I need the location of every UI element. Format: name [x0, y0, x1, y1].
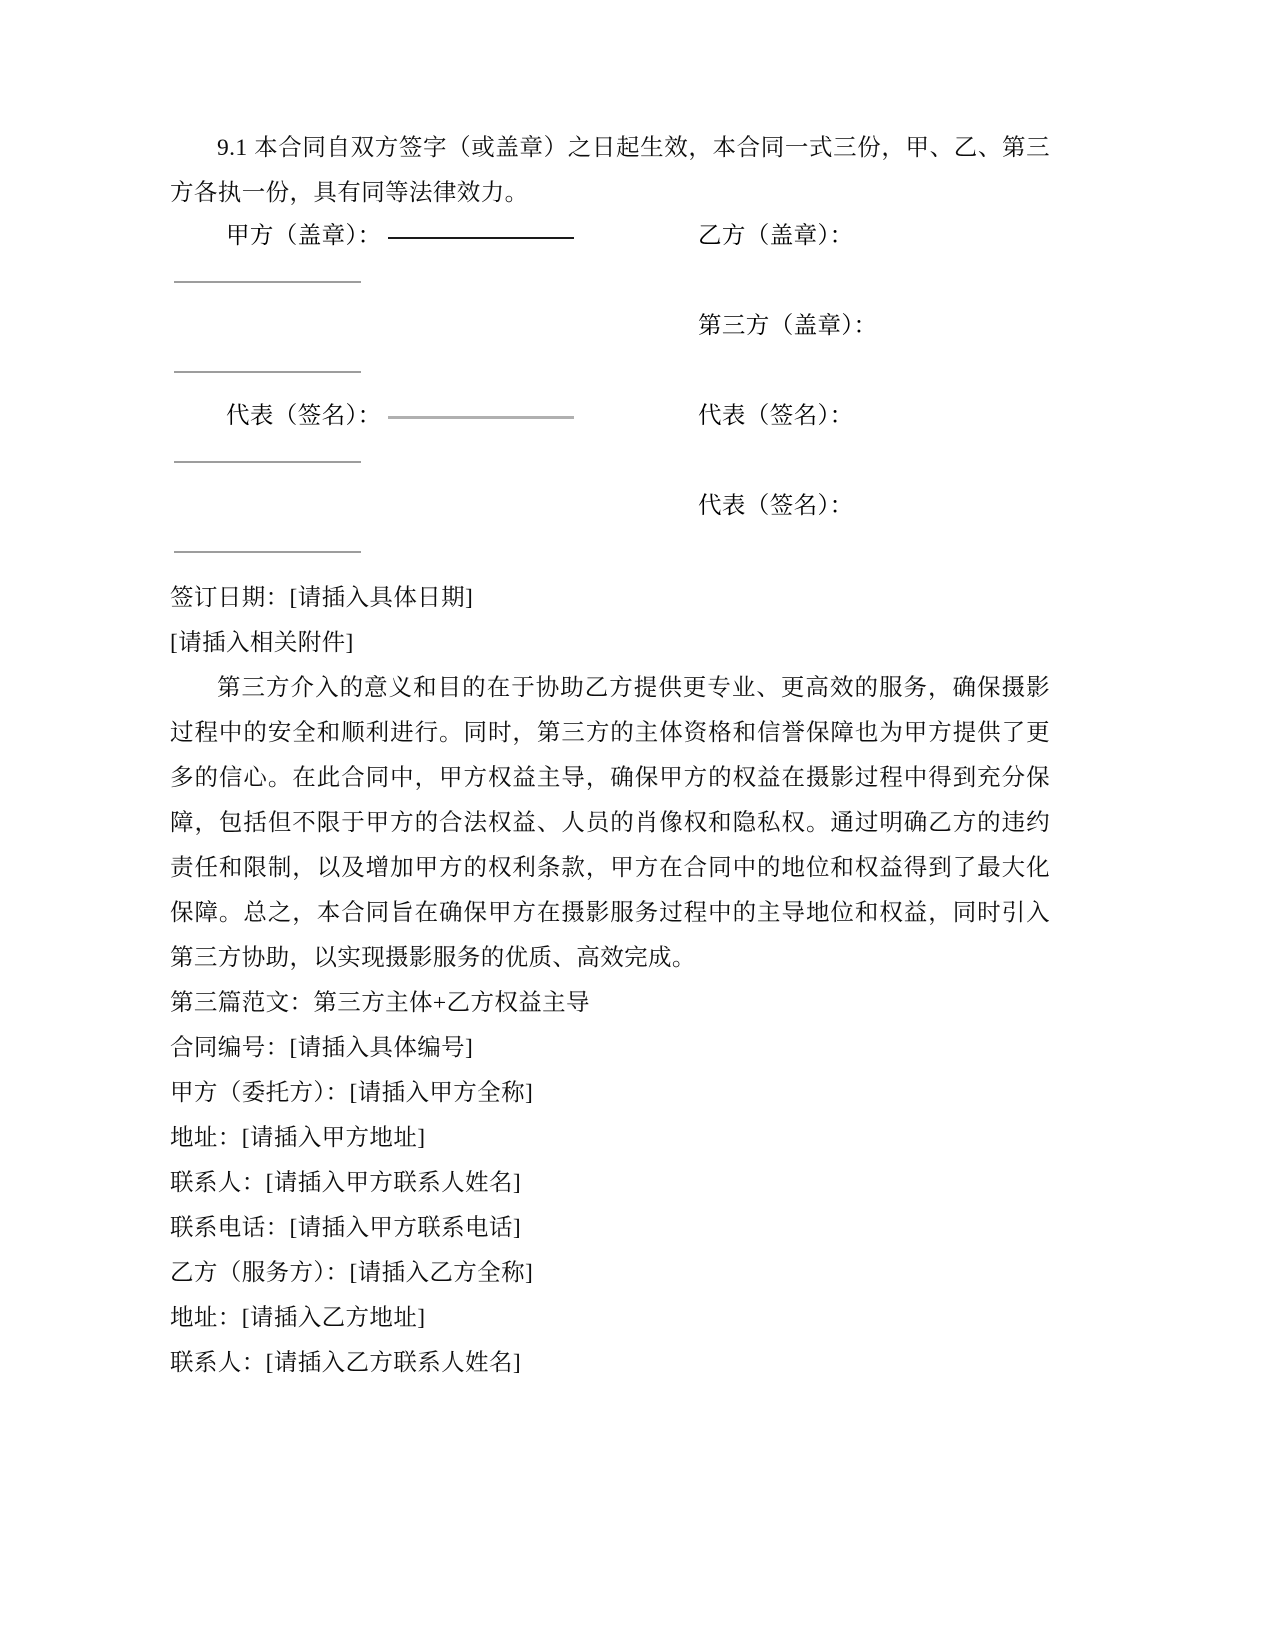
section-heading: 第三篇范文：第三方主体+乙方权益主导 — [170, 990, 590, 1016]
representative-signature-row-2 — [170, 486, 1050, 531]
field-party-a-address: 地址：[请插入甲方地址] — [170, 1125, 426, 1151]
third-party-representative-label: 代表（签名）： — [698, 493, 854, 519]
seal-signature-row-1 — [170, 216, 1050, 261]
third-party-seal-label: 第三方（盖章）： — [698, 313, 878, 339]
field-party-b-contact: 联系人：[请插入乙方联系人姓名] — [170, 1350, 522, 1376]
third-party-representative-blank-line[interactable] — [170, 531, 1050, 576]
sign-date-line: 签订日期：[请插入具体日期] — [170, 585, 474, 611]
field-party-a-phone: 联系电话：[请插入甲方联系电话] — [170, 1215, 522, 1241]
field-contract-number: 合同编号：[请插入具体编号] — [170, 1035, 474, 1061]
third-party-seal-blank-line[interactable] — [170, 351, 1050, 396]
clause-9-1-paragraph: 9.1 本合同自双方签字（或盖章）之日起生效，本合同一式三份，甲、乙、第三方各执一份，具有同等法律效力。 — [170, 135, 1050, 206]
party-b-seal-label: 乙方（盖章）： — [698, 223, 854, 249]
attachment-line: [请插入相关附件] — [170, 630, 354, 656]
third-party-seal-field — [640, 306, 877, 340]
field-party-b-name: 乙方（服务方）：[请插入乙方全称] — [170, 1260, 534, 1286]
party-b-seal-field — [640, 216, 854, 250]
party-a-representative-blank-line[interactable] — [388, 415, 574, 419]
party-a-seal-field — [170, 216, 640, 250]
field-party-a-name: 甲方（委托方）：[请插入甲方全称] — [170, 1080, 534, 1106]
party-a-representative-field — [170, 396, 640, 430]
representative-signature-row-1 — [170, 396, 1050, 441]
party-a-seal-blank-line[interactable] — [388, 236, 574, 239]
third-party-rationale-paragraph: 第三方介入的意义和目的在于协助乙方提供更专业、更高效的服务，确保摄影过程中的安全和顺利进行。同时，第三方的主体资格和信誉保障也为甲方提供了更多的信心。在此合同中，甲方权益主导，确保甲方的权益在摄影过程中得到充分保障，包括但不限于甲方的合法权益、人员的肖像权和隐私权。通过明确乙方的违约责任和限制，以及增加甲方的权利条款，甲方在合同中的地位和权益得到了最大化保障。总之，本合同旨在确保甲方在摄影服务过程中的主导地位和权益，同时引入第三方协助，以实现摄影服务的优质、高效完成。 — [170, 675, 1050, 971]
party-a-seal-label: 甲方（盖章）： — [226, 223, 382, 249]
party-a-representative-label: 代表（签名）： — [226, 403, 382, 429]
third-party-representative-field — [640, 486, 854, 520]
seal-signature-row-2 — [170, 306, 1050, 351]
party-b-seal-blank-line[interactable] — [170, 261, 1050, 306]
page-content — [170, 126, 1050, 1386]
field-party-a-contact: 联系人：[请插入甲方联系人姓名] — [170, 1170, 522, 1196]
party-b-representative-field — [640, 396, 854, 430]
party-b-representative-blank-line[interactable] — [170, 441, 1050, 486]
party-b-representative-label: 代表（签名）： — [698, 403, 854, 429]
field-party-b-address: 地址：[请插入乙方地址] — [170, 1305, 426, 1331]
